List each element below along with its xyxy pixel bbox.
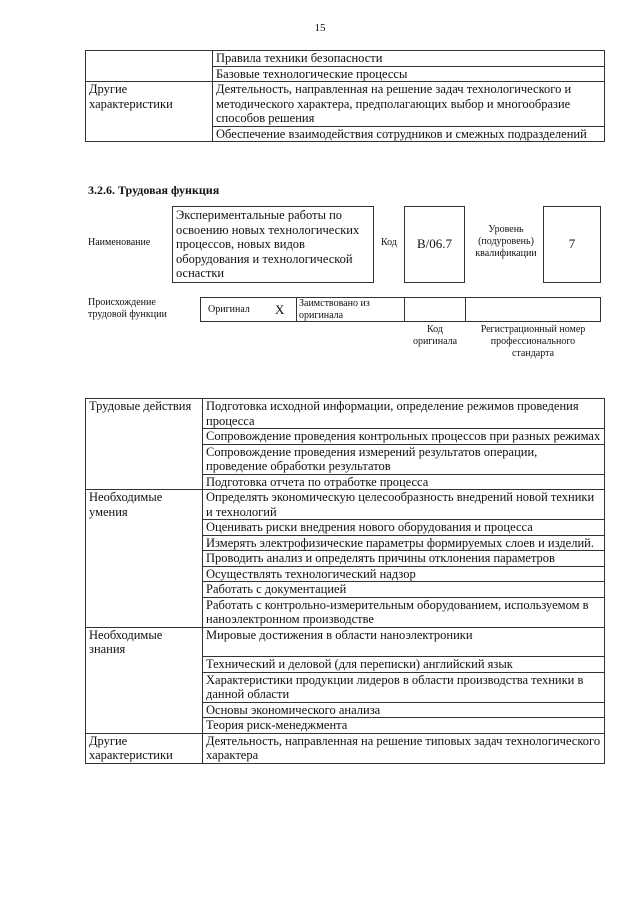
table-row: [86, 627, 605, 657]
origin-divider-1: [296, 297, 297, 322]
item-cell: Осуществлять технологический надзор: [203, 566, 605, 582]
item-cell: Оценивать риски внедрения нового оборудования и процесса: [203, 520, 605, 536]
item-cell: Сопровождение проведения контрольных процессов при разных режимах: [203, 429, 605, 445]
item-cell: Сопровождение проведения измерений результатов операции, проведение обработки результатов: [203, 444, 605, 474]
top-characteristics-table: [85, 50, 605, 142]
category-cell: Другие характеристики: [86, 82, 213, 127]
table-row: [86, 702, 605, 718]
item-cell: Работать с документацией: [203, 582, 605, 598]
original-label: Оригинал: [208, 304, 250, 315]
item-cell: Правила техники безопасности: [213, 51, 605, 67]
category-cell: [86, 429, 203, 445]
table-row: [86, 718, 605, 734]
item-cell: Работать с контрольно-измерительным оборудованием, используемом в наноэлектронном производстве: [203, 597, 605, 627]
name-value-box: [172, 206, 374, 283]
table-row: [86, 733, 605, 763]
category-cell: [86, 126, 213, 142]
category-cell: [86, 718, 203, 734]
table-row: [86, 490, 605, 520]
category-cell: [86, 657, 203, 673]
table-row: [86, 535, 605, 551]
category-cell: [86, 702, 203, 718]
category-cell: [86, 551, 203, 567]
name-label: Наименование: [88, 237, 151, 248]
page-number: 15: [314, 22, 326, 34]
item-cell: Характеристики продукции лидеров в области производства техники в данной области: [203, 672, 605, 702]
level-value: 7: [568, 236, 576, 251]
table-row: [86, 672, 605, 702]
origin-divider-2: [404, 297, 405, 322]
category-cell: [86, 597, 203, 627]
item-cell: Измерять электрофизические параметры формируемых слоев и изделий.: [203, 535, 605, 551]
registration-caption: Регистрационный номер профессионального стандарта: [480, 324, 586, 359]
table-row: [86, 582, 605, 598]
labor-function-table: [85, 398, 605, 764]
level-value-box: [543, 206, 601, 283]
code-value-box: [404, 206, 465, 283]
item-cell: Обеспечение взаимодействия сотрудников и смежных подразделений: [213, 126, 605, 142]
table-row: [86, 520, 605, 536]
item-cell: Деятельность, направленная на решение типовых задач технологического характера: [203, 733, 605, 763]
item-cell: Теория риск-менеджмента: [203, 718, 605, 734]
item-cell: Проводить анализ и определять причины отклонения параметров: [203, 551, 605, 567]
item-cell: Основы экономического анализа: [203, 702, 605, 718]
table-row: [86, 51, 605, 67]
category-cell: Необходимые умения: [86, 490, 203, 520]
borrowed-label: Заимствовано из оригинала: [299, 298, 370, 321]
table-row: [86, 474, 605, 490]
item-cell: Определять экономическую целесообразность внедрений новой техники и технологий: [203, 490, 605, 520]
category-cell: [86, 474, 203, 490]
name-value: Экспериментальные работы по освоению новых технологических процессов, новых видов оборудования и технологической оснастки: [176, 208, 360, 280]
category-cell: [86, 582, 203, 598]
original-mark: X: [275, 302, 285, 317]
item-cell: Деятельность, направленная на решение задач технологического и методического характера, предполагающих выбор и многообразие способов решения: [213, 82, 605, 127]
item-cell: Подготовка отчета по отработке процесса: [203, 474, 605, 490]
category-cell: [86, 520, 203, 536]
code-original-caption: Код оригинала: [412, 324, 458, 347]
table-row: [86, 597, 605, 627]
table-row: [86, 66, 605, 82]
item-cell: Базовые технологические процессы: [213, 66, 605, 82]
table-row: [86, 566, 605, 582]
table-row: [86, 551, 605, 567]
category-cell: [86, 66, 213, 82]
category-cell: [86, 51, 213, 67]
category-cell: [86, 566, 203, 582]
section-title: 3.2.6. Трудовая функция: [88, 183, 220, 197]
level-label: Уровень (подуровень) квалификации: [475, 224, 537, 259]
category-cell: [86, 444, 203, 474]
table-row: [86, 126, 605, 142]
item-cell: Мировые достижения в области наноэлектроники: [203, 627, 605, 657]
table-row: [86, 82, 605, 127]
code-label: Код: [381, 237, 397, 248]
table-row: [86, 429, 605, 445]
category-cell: Необходимые знания: [86, 627, 203, 657]
category-cell: Другие характеристики: [86, 733, 203, 763]
table-row: [86, 444, 605, 474]
category-cell: Трудовые действия: [86, 399, 203, 429]
category-cell: [86, 672, 203, 702]
table-row: [86, 657, 605, 673]
item-cell: Технический и деловой (для переписки) английский язык: [203, 657, 605, 673]
category-cell: [86, 535, 203, 551]
origin-divider-3: [465, 297, 466, 322]
table-row: [86, 399, 605, 429]
item-cell: Подготовка исходной информации, определение режимов проведения процесса: [203, 399, 605, 429]
origin-label: Происхождение трудовой функции: [88, 297, 167, 320]
code-value: B/06.7: [416, 236, 453, 251]
